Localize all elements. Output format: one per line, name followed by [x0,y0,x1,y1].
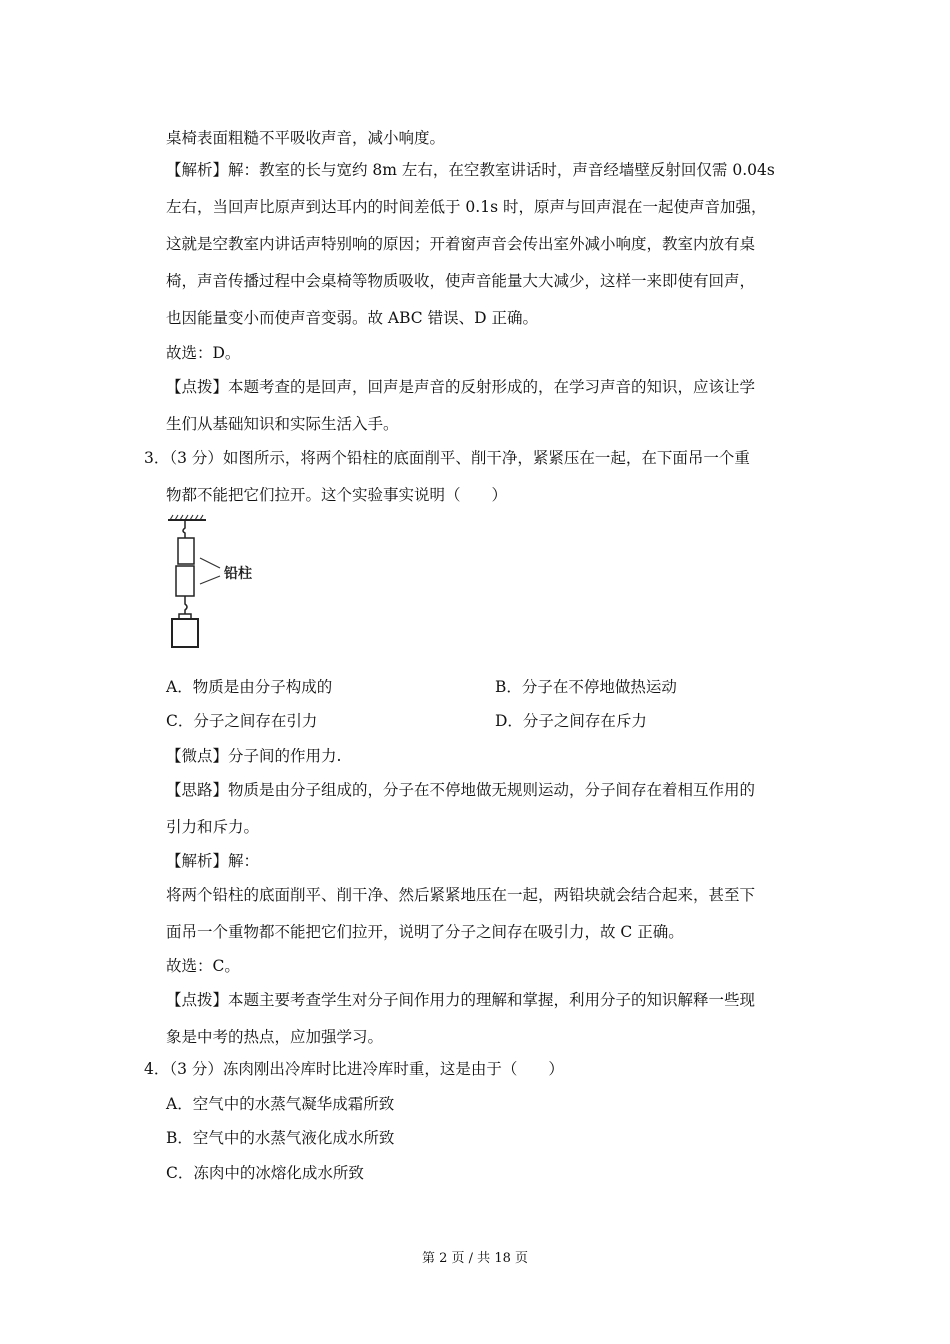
q4-option-a: A．空气中的水蒸气凝华成霜所致 [166,1095,395,1113]
q3-idea-line-1: 【思路】物质是由分子组成的，分子在不停地做无规则运动，分子间存在着相互作用的 [166,781,756,799]
figure-label: 铅柱 [224,566,252,582]
q2-tip-line-1: 【点拨】本题考查的是回声，回声是声音的反射形成的，在学习声音的知识，应该让学 [166,378,756,396]
q2-answer: 故选：D。 [166,344,241,362]
q3-analysis-head: 【解析】解： [166,852,260,870]
lower-lead-cylinder [176,566,194,596]
q2-analysis-line-5: 也因能量变小而使声音变弱。故 ABC 错误、D 正确。 [166,309,538,327]
q2-analysis-line-1: 【解析】解：教室的长与宽约 8m 左右，在空教室讲话时，声音经墙壁反射回仅需 0.04s [166,161,775,179]
q3-analysis-line-1: 将两个铅柱的底面削平、削干净、然后紧紧地压在一起，两铅块就会结合起来，甚至下 [166,886,756,904]
page-footer: 第 2 页 / 共 18 页 [422,1251,528,1266]
q3-stem-line-1: 3．（3 分）如图所示，将两个铅柱的底面削平、削干净，紧紧压在一起，在下面吊一个重 [144,449,750,467]
q4-option-c: C．冻肉中的冰熔化成水所致 [166,1164,364,1182]
lead-cylinders-diagram [164,514,264,652]
upper-lead-cylinder [178,538,194,564]
q2-analysis-line-2: 左右，当回声比原声到达耳内的时间差低于 0.1s 时，原声与回声混在一起使声音加强， [166,198,767,216]
q3-option-a: A．物质是由分子构成的 [166,678,333,696]
upper-hook [183,520,185,538]
q3-analysis-line-2: 面吊一个重物都不能把它们拉开，说明了分子之间存在吸引力，故 C 正确。 [166,923,684,941]
q3-stem-line-2: 物都不能把它们拉开。这个实验事实说明（ ） [166,486,508,504]
weight-body [172,619,198,647]
lead-cylinders-figure [164,514,264,652]
q2-continuation: 桌椅表面粗糙不平吸收声音，减小响度。 [166,129,446,147]
q3-option-b: B．分子在不停地做热运动 [495,678,677,696]
lower-hook [185,596,187,614]
q3-point: 【微点】分子间的作用力. [166,747,342,765]
q3-option-c: C．分子之间存在引力 [166,712,318,730]
q2-analysis-line-4: 椅，声音传播过程中会桌椅等物质吸收，使声音能量大大减少，这样一来即使有回声， [166,272,756,290]
q3-idea-line-2: 引力和斥力。 [166,818,260,836]
q4-stem: 4．（3 分）冻肉刚出冷库时比进冷库时重，这是由于（ ） [144,1060,564,1078]
q3-option-d: D．分子之间存在斥力 [495,712,647,730]
q2-tip-line-2: 生们从基础知识和实际生活入手。 [166,415,399,433]
q2-analysis-line-3: 这就是空教室内讲话声特别响的原因；开着窗声音会传出室外减小响度，教室内放有桌 [166,235,756,253]
q3-answer: 故选：C。 [166,957,240,975]
q3-tip-line-1: 【点拨】本题主要考查学生对分子间作用力的理解和掌握，利用分子的知识解释一些现 [166,991,756,1009]
q4-option-b: B．空气中的水蒸气液化成水所致 [166,1129,395,1147]
pointer-line-upper [200,558,220,568]
pointer-line-lower [200,576,220,584]
q3-tip-line-2: 象是中考的热点，应加强学习。 [166,1028,384,1046]
